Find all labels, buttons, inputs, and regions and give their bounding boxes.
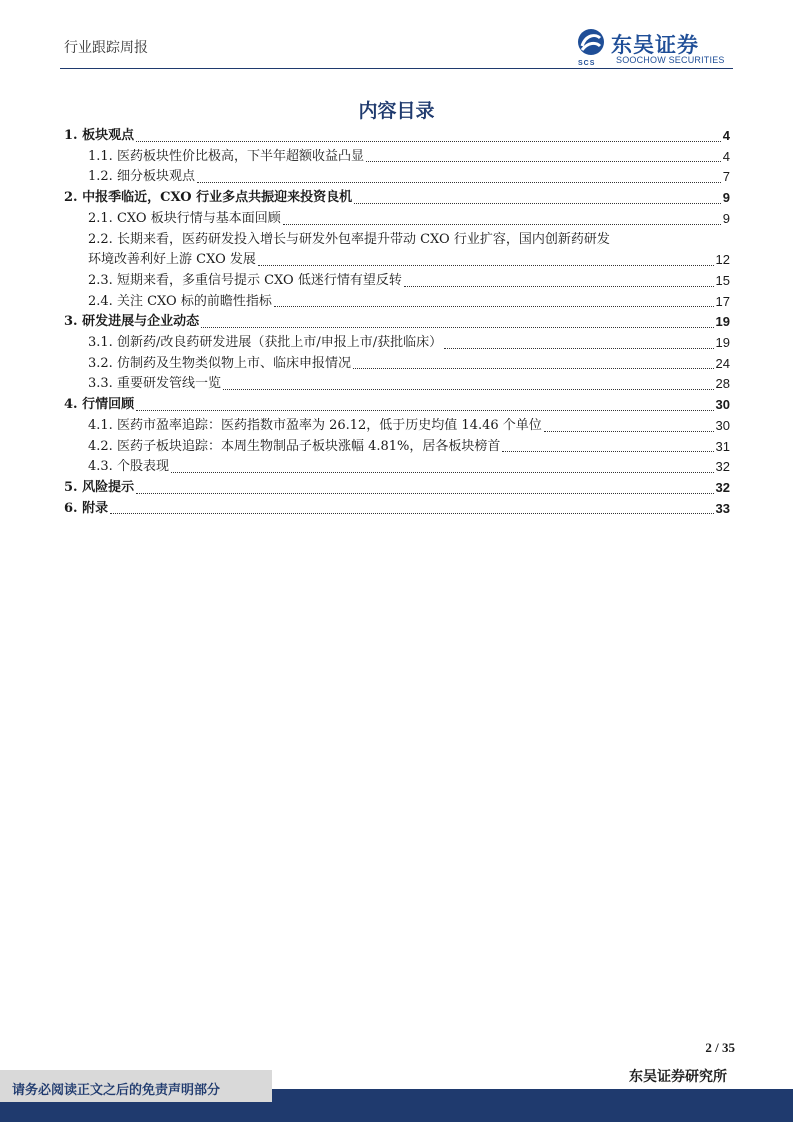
page-number: 2 / 35 [705, 1040, 735, 1055]
logo-english-name: SOOCHOW SECURITIES [616, 55, 725, 65]
toc-entry[interactable]: 3.3. 重要研发管线一览 28 [88, 376, 730, 392]
toc-entry-line: 2.2. 长期来看，医药研发投入增长与研发外包率提升带动 CXO 行业扩容，国内创新药研发 [88, 231, 610, 247]
toc-entry[interactable]: 3.1. 创新药/改良药研发进展（获批上市/申报上市/获批临床） 19 [88, 335, 730, 351]
toc-entry[interactable]: 4. 行情回顾 30 [64, 397, 730, 413]
toc-entry[interactable]: 1.2. 细分板块观点 7 [88, 169, 730, 185]
toc-entry[interactable]: 2.2. 长期来看，医药研发投入增长与研发外包率提升带动 CXO 行业扩容，国内创新药研发 环境改善利好上游 CXO 发展 12 [88, 231, 730, 268]
toc-entry[interactable]: 3.2. 仿制药及生物类似物上市、临床申报情况 24 [88, 355, 730, 371]
soochow-securities-logo [576, 28, 736, 66]
toc-entry[interactable]: 5. 风险提示 32 [64, 479, 730, 495]
logo-mark-icon [576, 28, 606, 60]
toc-entry[interactable]: 2.4. 关注 CXO 标的前瞻性指标 17 [88, 293, 730, 309]
toc-entry[interactable]: 6. 附录 33 [64, 500, 730, 516]
toc-entry[interactable]: 2.1. CXO 板块行情与基本面回顾 9 [88, 210, 730, 226]
toc-entry[interactable]: 1.1. 医药板块性价比极高，下半年超额收益凸显 4 [88, 148, 730, 164]
toc-entry[interactable]: 4.3. 个股表现 32 [88, 459, 730, 475]
report-type-label: 行业跟踪周报 [64, 40, 148, 56]
toc-entry[interactable]: 4.2. 医药子板块追踪：本周生物制品子板块涨幅 4.81%，居各板块榜首 31 [88, 438, 730, 454]
toc-entry[interactable]: 3. 研发进展与企业动态 19 [64, 314, 730, 330]
table-of-contents [64, 126, 730, 519]
toc-entry[interactable]: 4.1. 医药市盈率追踪：医药指数市盈率为 26.12，低于历史均值 14.46 个单位 30 [88, 417, 730, 433]
toc-title: 内容目录 [358, 100, 435, 122]
toc-entry[interactable]: 2. 中报季临近，CXO 行业多点共振迎来投资良机 9 [64, 190, 730, 206]
toc-entry[interactable]: 1. 板块观点 4 [64, 128, 730, 143]
footer-organization: 东吴证券研究所 [629, 1069, 727, 1085]
logo-chinese-name: 东吴证券 [611, 33, 699, 57]
footer-disclaimer: 请务必阅读正文之后的免责声明部分 [0, 1070, 272, 1102]
toc-entry[interactable]: 2.3. 短期来看，多重信号提示 CXO 低迷行情有望反转 15 [88, 272, 730, 288]
logo-abbreviation: SCS [578, 60, 596, 67]
header-divider [60, 68, 733, 69]
